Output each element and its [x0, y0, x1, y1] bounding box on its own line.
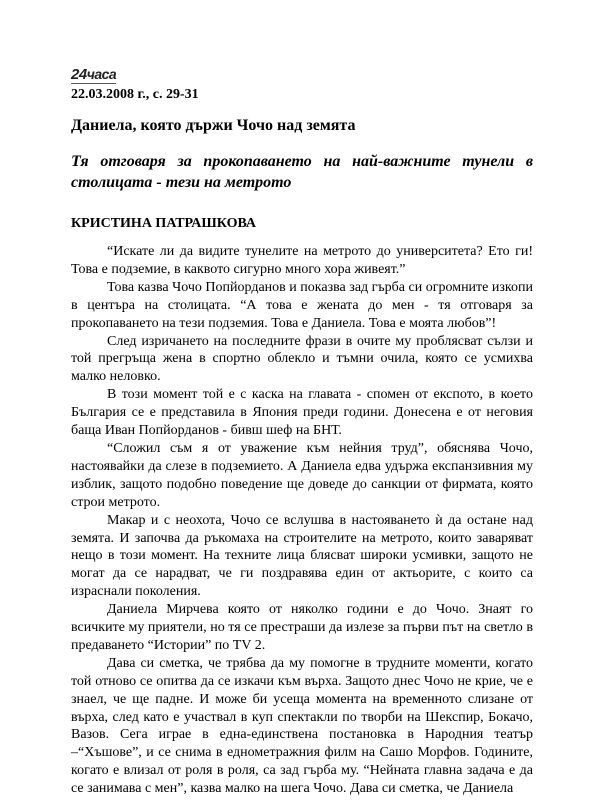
article-subheadline: Тя отговаря за прокопаването на най-важните тунели в столицата - тези на метрото: [71, 153, 533, 191]
article-author: КРИСТИНА ПАТРАШКОВА: [71, 216, 257, 231]
body-paragraph: Даниела Мирчева която от няколко години е до Чочо. Знаят го всичките му приятели, но тя се престраши да излезе за първи път на светло в предаването “Истории” по TV 2.: [71, 602, 533, 653]
source-line: 22.03.2008 г., с. 29-31: [71, 87, 199, 102]
body-paragraph: Дава си сметка, че трябва да му помогне в трудните моменти, когато той отново се опитва да се изкачи към върха. Защото днес Чочо не крие, че е знаел, че ще падне. И може би усеща момента на временното слизане от върха, след като е участвал в куп спектакли по творби на Шекспир, Бокачо, Вазов. Сега играе в една-единствена постановка в Народния театър –“Хъшове”, и се снима в еднометражния филм на Сашо Морфов. Годините, когато е влизал от роля в роля, са зад гърба му. “Нейната главна задача е да се занимава с мен”, казва малко на шега Чочо. Дава си сметка, че Даниела: [71, 655, 533, 797]
body-paragraph: Това казва Чочо Попйорданов и показва зад гърба си огромните изкопи в центъра на столицата. “А това е жената до мен - тя отговаря за прокопаването на тези подземия. Това е Даниела. Това е моята любов”!: [71, 279, 533, 331]
logo-word: часа: [86, 66, 117, 82]
article-headline: Даниела, която държи Чочо над земята: [71, 117, 356, 134]
article-body: [71, 243, 533, 798]
logo-number: 24: [71, 66, 87, 83]
body-paragraph: В този момент той е с каска на главата - спомен от експото, в което България се е представила в Япония преди години. Донесена е от неговия баща Иван Попйорданов - бивш шеф на БНТ.: [71, 387, 533, 439]
newspaper-logo: [71, 66, 116, 84]
body-paragraph: Макар и с неохота, Чочо се вслушва в настояването ѝ да остане над земята. И започва да ръкомаха на строителите на метрото, които заваряват нещо в този момент. На техните лица блясват широки усмивки, защото не могат да се нарадват, че ги поздравява един от актьорите, с които са израснали поколения.: [71, 512, 533, 600]
body-paragraph: “Искате ли да видите тунелите на метрото до университета? Ето ги! Това е подземие, в каквото сигурно много хора живеят.”: [71, 244, 533, 277]
body-paragraph: “Сложил съм я от уважение към нейния труд”, обяснява Чочо, настоявайки да слезе в подземието. А Даниела едва удържа експанзивния му изблик, защото подобно поведение ще доведе до санкции от фирмата, която строи метрото.: [71, 440, 533, 510]
body-paragraph: След изричането на последните фрази в очите му проблясват сълзи и той прегръща жена в спортно облекло и тъмни очила, която се усмихва малко неловко.: [71, 333, 533, 385]
